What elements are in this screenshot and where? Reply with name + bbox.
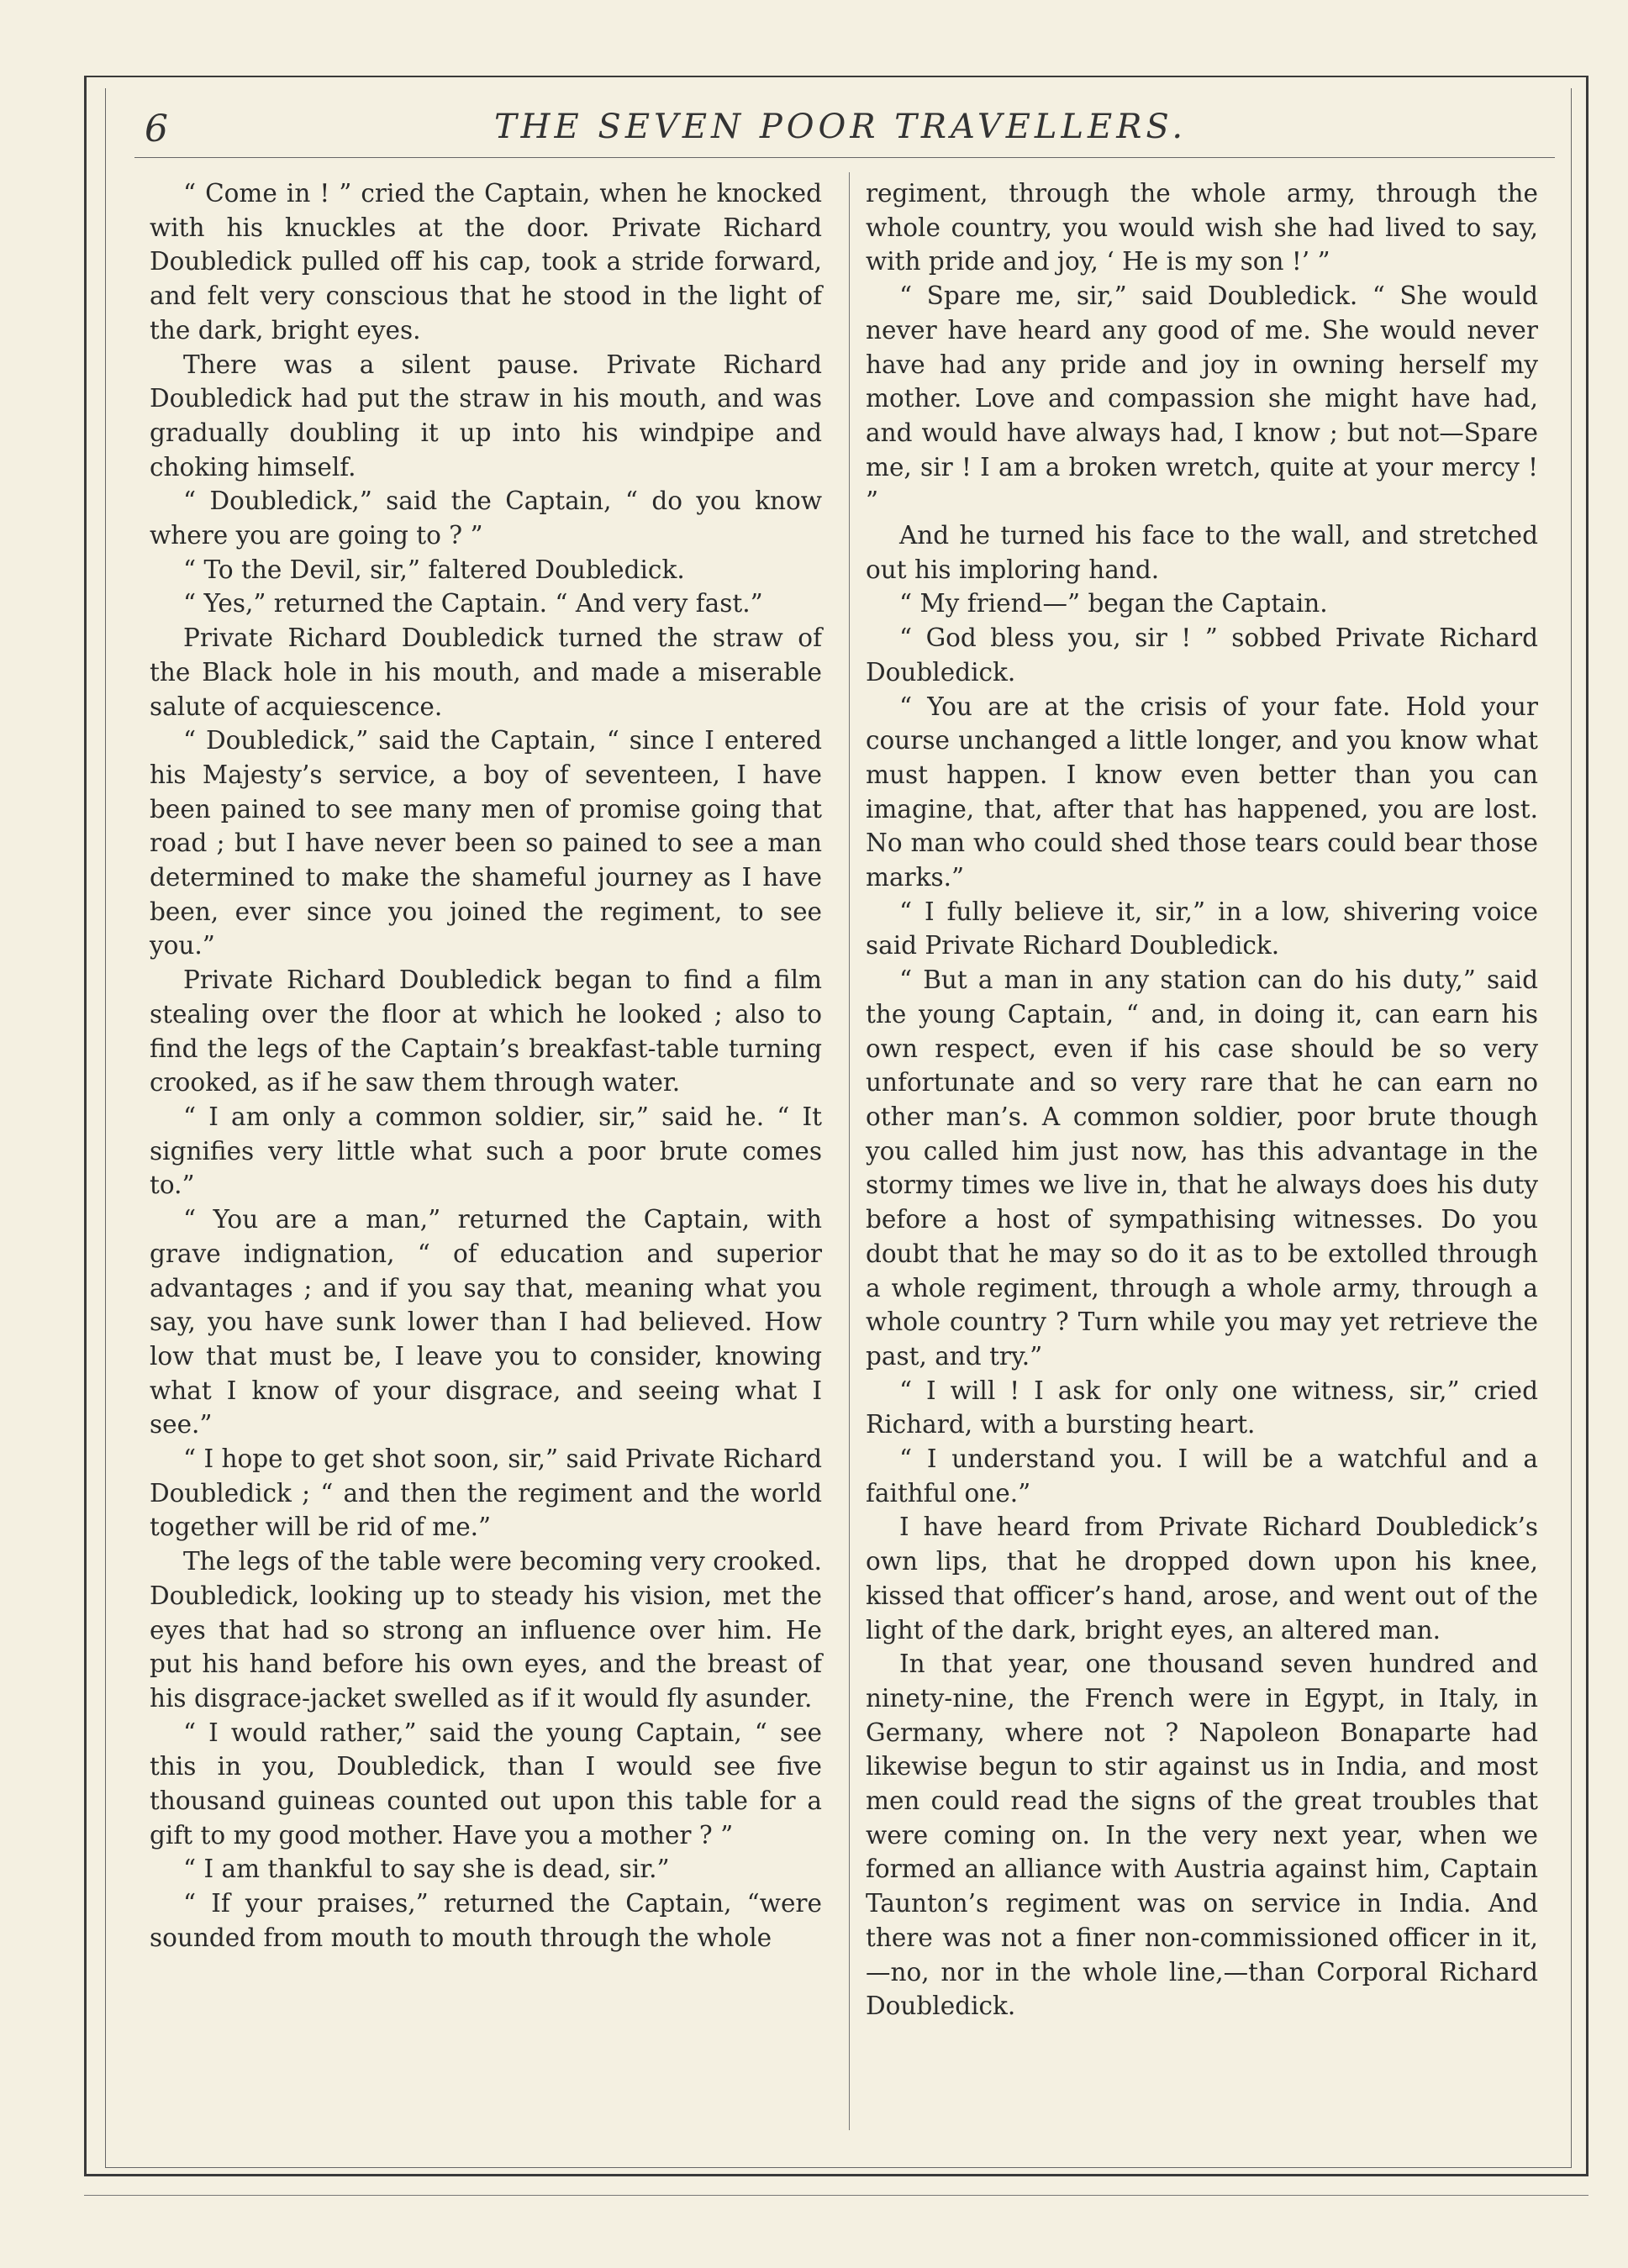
paragraph: There was a silent pause. Private Richard Doubledick had put the straw in his mouth, and was gradually doubling it up into his windpipe and choking himself. <box>150 350 822 481</box>
paragraph: “ You are at the crisis of your fate. Hold your course unchanged a little longer, and you know what must happen. I know even better than you can imagine, that, after that has happened, you are lost. No man who could shed those tears could bear those marks.” <box>866 692 1538 892</box>
paragraph: I have heard from Private Richard Doubledick’s own lips, that he dropped down upon his knee, kissed that officer’s hand, arose, and went out of the light of the dark, bright eyes, an altered man. <box>866 1513 1538 1644</box>
paragraph: “ If your praises,” returned the Captain, “were sounded from mouth to mouth through the whole <box>150 1889 822 1952</box>
paragraph: “ I am only a common soldier, sir,” said he. “ It signifies very little what such a poor brute comes to.” <box>150 1102 822 1200</box>
paragraph: “ God bless you, sir ! ” sobbed Private Richard Doubledick. <box>866 624 1538 687</box>
paragraph: “ Doubledick,” said the Captain, “ do you know where you are going to ? ” <box>150 487 822 550</box>
paragraph: And he turned his face to the wall, and stretched out his imploring hand. <box>866 521 1538 584</box>
paragraph: “ Yes,” returned the Captain. “ And very fast.” <box>183 589 763 618</box>
paragraph: In that year, one thousand seven hundred and ninety-nine, the French were in Egypt, in Italy, in Germany, where not ? Napoleon Bonaparte had likewise begun to stir against us in India, and most men could read the signs of the great troubles that were coming on. In the very next year, when we formed an alliance with Austria against him, Captain Taunton’s regiment was on service in India. And there was not a finer non-commissioned officer in it,—no, nor in the whole line,—than Corporal Richard Doubledick. <box>866 1650 1538 2021</box>
left-column <box>150 176 822 1955</box>
paragraph: “ I am thankful to say she is dead, sir.” <box>183 1855 670 1884</box>
paragraph: Private Richard Doubledick began to find a film stealing over the floor at which he looked ; also to find the legs of the Captain’s breakfast-table turning crooked, as if he saw them through water. <box>150 966 822 1097</box>
header-rule <box>134 157 1555 158</box>
right-column <box>866 176 1538 2023</box>
page-number: 6 <box>145 108 168 150</box>
paragraph: “ To the Devil, sir,” faltered Doubledick. <box>183 555 685 584</box>
paragraph: “ But a man in any station can do his duty,” said the young Captain, “ and, in doing it, can earn his own respect, even if his case should be so very unfortunate and so very rare that he can earn no other man’s. A common soldier, poor brute though you called him just now, has this advantage in the stormy times we live in, that he always does his duty before a host of sympathising witnesses. Do you doubt that he may so do it as to be extolled through a whole regiment, through a whole army, through a whole country ? Turn while you may yet retrieve the past, and try.” <box>866 966 1538 1371</box>
paragraph: “ Doubledick,” said the Captain, “ since I entered his Majesty’s service, a boy of seventeen, I have been pained to see many men of promise going that road ; but I have never been so pained to see a man determined to make the shameful journey as I have been, ever since you joined the regiment, to see you.” <box>150 726 822 960</box>
paragraph: “ I would rather,” said the young Captain, “ see this in you, Doubledick, than I would see five thousand guineas counted out upon this table for a gift to my good mother. Have you a mother ? ” <box>150 1718 822 1850</box>
paragraph: Private Richard Doubledick turned the straw of the Black hole in his mouth, and made a miserable salute of acquiescence. <box>150 624 822 721</box>
paragraph: “ Spare me, sir,” said Doubledick. “ She would never have heard any good of me. She would never have had any pride and joy in owning herself my mother. Love and compassion she might have had, and would have always had, I know ; but not—Spare me, sir ! I am a broken wretch, quite at your mercy ! ” <box>866 282 1538 516</box>
paragraph: “ I understand you. I will be a watchful and a faithful one.” <box>866 1444 1538 1508</box>
paragraph-continuation: regiment, through the whole army, through the whole country, you would wish she had lived to say, with pride and joy, ‘ He is my son !’ ” <box>866 179 1538 276</box>
column-divider <box>849 172 850 2130</box>
paragraph: “ I hope to get shot soon, sir,” said Private Richard Doubledick ; “ and then the regiment and the world together will be rid of me.” <box>150 1444 822 1542</box>
running-title: THE SEVEN POOR TRAVELLERS. <box>493 108 1188 146</box>
paragraph: “ I will ! I ask for only one witness, sir,” cried Richard, with a bursting heart. <box>866 1376 1538 1439</box>
bottom-rule <box>84 2195 1588 2196</box>
paragraph: The legs of the table were becoming very crooked. Doubledick, looking up to steady his vision, met the eyes that had so strong an influence over him. He put his hand before his own eyes, and the breast of his disgrace-jacket swelled as if it would fly asunder. <box>150 1547 822 1713</box>
paragraph: “ I fully believe it, sir,” in a low, shivering voice said Private Richard Doubledick. <box>866 897 1538 960</box>
paragraph: “ You are a man,” returned the Captain, with grave indignation, “ of education and superior advantages ; and if you say that, meaning what you say, you have sunk lower than I had believed. How low that must be, I leave you to consider, knowing what I know of your disgrace, and seeing what I see.” <box>150 1205 822 1439</box>
paragraph: “ Come in ! ” cried the Captain, when he knocked with his knuckles at the door. Private Richard Doubledick pulled off his cap, took a stride forward, and felt very conscious that he stood in the light of the dark, bright eyes. <box>150 179 822 345</box>
paragraph: “ My friend—” began the Captain. <box>899 589 1328 618</box>
